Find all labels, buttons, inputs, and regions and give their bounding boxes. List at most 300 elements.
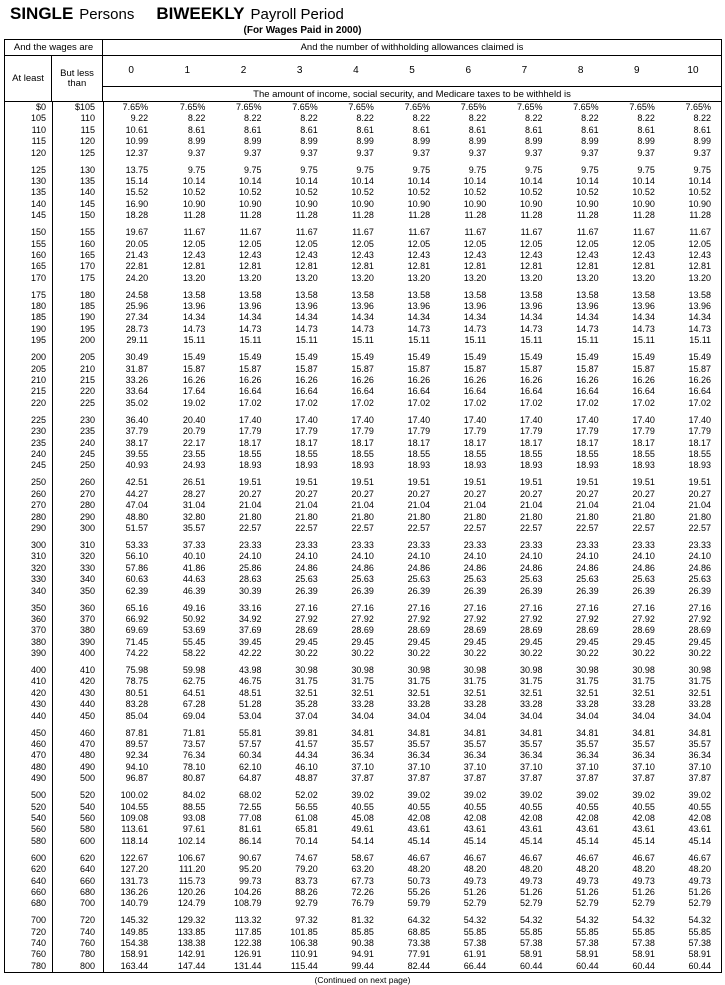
cell-withheld-6: 36.34	[463, 750, 487, 761]
cell-withheld-7: 55.85	[519, 926, 543, 937]
table-row	[5, 739, 721, 750]
cell-withheld-3: 10.14	[295, 175, 318, 186]
cell-withheld-7: 33.28	[519, 699, 543, 710]
cell-withheld-0: 35.02	[125, 397, 149, 408]
cell-withheld-6: 34.81	[463, 727, 487, 738]
cell-withheld-10: 13.20	[688, 272, 712, 283]
cell-withheld-6: 15.11	[464, 335, 487, 346]
allowance-columns-header	[103, 56, 722, 87]
header-but-less-than	[52, 56, 103, 102]
title-single: SINGLE	[10, 4, 74, 23]
cell-but-less-than: 680	[79, 886, 95, 897]
cell-withheld-2: 113.32	[234, 915, 262, 926]
cell-withheld-7: 34.81	[519, 727, 543, 738]
cell-withheld-0: 87.81	[125, 727, 149, 738]
allowance-column-8: 8	[577, 65, 584, 76]
cell-withheld-7: 58.91	[519, 949, 543, 960]
cell-withheld-5: 21.04	[407, 500, 431, 511]
cell-withheld-0: 62.39	[125, 585, 149, 596]
cell-withheld-0: 80.51	[125, 687, 149, 698]
cell-withheld-1: 8.99	[187, 136, 206, 147]
allowance-number-row	[103, 56, 721, 86]
cell-withheld-4: 21.80	[351, 511, 374, 522]
cell-at-least: 245	[30, 460, 46, 471]
cell-withheld-4: 15.49	[351, 352, 374, 363]
cell-withheld-8: 40.55	[576, 801, 599, 812]
cell-withheld-4: 85.85	[351, 926, 374, 937]
cell-withheld-9: 46.67	[632, 852, 655, 863]
cell-withheld-6: 20.27	[463, 488, 487, 499]
cell-withheld-9: 12.81	[632, 261, 655, 272]
cell-but-less-than: 290	[79, 511, 95, 522]
cell-withheld-2: 90.67	[239, 852, 262, 863]
cell-at-least: $0	[35, 102, 46, 112]
table-row	[5, 898, 721, 915]
cell-withheld-8: 54.32	[576, 915, 599, 926]
cell-withheld-4: 11.28	[352, 210, 374, 221]
cell-withheld-9: 58.91	[632, 949, 655, 960]
cell-at-least: 360	[30, 613, 46, 624]
cell-withheld-10: 10.90	[688, 198, 712, 209]
cell-withheld-5: 42.08	[407, 812, 431, 823]
page-subtitle: (For Wages Paid in 2000)	[243, 25, 362, 36]
cell-withheld-6: 29.45	[463, 636, 487, 647]
cell-withheld-3: 11.28	[295, 210, 318, 221]
cell-withheld-3: 56.55	[295, 801, 318, 812]
cell-withheld-8: 31.75	[576, 676, 599, 687]
cell-withheld-5: 59.79	[407, 898, 431, 909]
cell-but-less-than: 235	[79, 426, 95, 437]
cell-withheld-4: 63.20	[351, 864, 374, 875]
cell-but-less-than: 780	[79, 949, 95, 960]
cell-withheld-4: 12.43	[351, 249, 374, 260]
cell-withheld-6: 28.69	[463, 625, 487, 636]
cell-but-less-than: 145	[79, 198, 95, 209]
cell-withheld-2: 42.22	[239, 648, 262, 659]
allowance-column-3: 3	[296, 65, 303, 76]
cell-withheld-5: 30.22	[407, 648, 431, 659]
table-row	[5, 773, 721, 790]
cell-withheld-5: 15.87	[407, 363, 431, 374]
cell-withheld-6: 14.73	[463, 323, 487, 334]
cell-withheld-4: 15.87	[351, 363, 374, 374]
cell-but-less-than: 390	[79, 636, 95, 647]
cell-withheld-3: 18.93	[295, 460, 318, 471]
cell-withheld-3: 11.67	[295, 227, 318, 238]
cell-withheld-5: 8.22	[412, 113, 431, 124]
cell-but-less-than: 420	[79, 676, 95, 687]
cell-withheld-9: 18.93	[632, 460, 655, 471]
cell-withheld-0: 38.17	[125, 437, 149, 448]
table-header-row-2	[5, 56, 722, 87]
cell-withheld-5: 20.27	[407, 488, 431, 499]
cell-at-least: 205	[30, 363, 46, 374]
cell-withheld-8: 42.08	[576, 812, 599, 823]
cell-withheld-6: 10.90	[463, 198, 487, 209]
cell-withheld-0: 74.22	[125, 648, 149, 659]
cell-withheld-7: 35.57	[519, 739, 543, 750]
cell-withheld-7: 8.99	[524, 136, 543, 147]
cell-withheld-9: 9.75	[637, 164, 655, 175]
cell-withheld-4: 29.45	[351, 636, 374, 647]
cell-withheld-7: 16.26	[519, 375, 543, 386]
cell-withheld-7: 20.27	[519, 488, 543, 499]
cell-but-less-than: 225	[79, 397, 95, 408]
cell-withheld-2: 10.90	[239, 198, 262, 209]
cell-withheld-10: 43.61	[688, 824, 712, 835]
cell-withheld-4: 17.40	[351, 414, 374, 425]
cell-withheld-10: 17.79	[688, 426, 712, 437]
cell-withheld-4: 49.61	[351, 824, 374, 835]
cell-withheld-10: 23.33	[688, 539, 712, 550]
cell-withheld-10: 20.27	[688, 488, 712, 499]
cell-withheld-7: 8.61	[524, 124, 543, 135]
cell-withheld-10: 21.04	[688, 500, 712, 511]
cell-withheld-6: 37.87	[463, 773, 487, 784]
cell-withheld-0: 30.49	[125, 352, 149, 363]
cell-withheld-10: 25.63	[688, 574, 712, 585]
cell-withheld-6: 7.65%	[460, 102, 487, 112]
cell-withheld-3: 9.75	[300, 164, 318, 175]
cell-withheld-0: 29.11	[126, 335, 149, 346]
cell-at-least: 500	[30, 790, 46, 801]
cell-withheld-4: 36.34	[351, 750, 374, 761]
cell-withheld-10: 12.81	[688, 261, 712, 272]
cell-withheld-1: 84.02	[182, 790, 206, 801]
table-row	[5, 102, 721, 113]
cell-withheld-10: 39.02	[688, 790, 712, 801]
cell-withheld-2: 18.93	[239, 460, 262, 471]
cell-withheld-7: 13.96	[519, 301, 543, 312]
cell-withheld-8: 22.57	[576, 522, 599, 533]
cell-withheld-10: 16.26	[688, 375, 712, 386]
cell-at-least: 310	[30, 551, 46, 562]
cell-withheld-2: 11.28	[239, 210, 262, 221]
cell-withheld-7: 18.55	[519, 448, 543, 459]
cell-withheld-8: 20.27	[576, 488, 599, 499]
cell-withheld-7: 13.20	[519, 272, 543, 283]
cell-but-less-than: 210	[79, 363, 95, 374]
cell-withheld-8: 55.85	[576, 926, 599, 937]
cell-withheld-10: 9.75	[693, 164, 712, 175]
cell-withheld-1: 12.05	[182, 238, 206, 249]
cell-withheld-2: 18.17	[239, 437, 262, 448]
cell-but-less-than: 185	[79, 301, 95, 312]
cell-withheld-3: 14.73	[295, 323, 318, 334]
cell-withheld-1: 59.98	[182, 665, 206, 676]
cell-withheld-7: 11.67	[520, 227, 543, 238]
cell-withheld-7: 27.16	[519, 602, 543, 613]
cell-withheld-1: 26.51	[182, 477, 206, 488]
cell-withheld-9: 7.65%	[629, 102, 655, 112]
cell-withheld-6: 37.10	[463, 761, 487, 772]
cell-withheld-3: 65.81	[295, 824, 318, 835]
cell-withheld-2: 17.02	[239, 397, 262, 408]
table-row	[5, 887, 721, 898]
cell-withheld-1: 12.43	[182, 249, 206, 260]
cell-withheld-8: 51.26	[576, 886, 599, 897]
cell-withheld-8: 36.34	[576, 750, 599, 761]
cell-at-least: 175	[30, 289, 46, 300]
cell-at-least: 560	[30, 824, 46, 835]
cell-withheld-6: 30.22	[463, 648, 487, 659]
cell-withheld-0: 7.65%	[122, 102, 149, 112]
cell-withheld-10: 13.58	[688, 289, 712, 300]
cell-withheld-9: 18.55	[632, 448, 655, 459]
cell-at-least: 290	[30, 522, 46, 533]
cell-withheld-1: 9.75	[187, 164, 206, 175]
cell-withheld-0: 53.33	[125, 539, 149, 550]
cell-withheld-7: 14.73	[519, 323, 543, 334]
cell-withheld-1: 40.10	[182, 551, 206, 562]
cell-withheld-9: 23.33	[632, 539, 655, 550]
cell-withheld-5: 26.39	[407, 585, 431, 596]
cell-withheld-6: 11.67	[464, 227, 487, 238]
cell-withheld-4: 76.79	[351, 898, 374, 909]
table-row	[5, 426, 721, 437]
cell-withheld-5: 35.57	[407, 739, 431, 750]
cell-withheld-1: 67.28	[182, 699, 206, 710]
table-row	[5, 750, 721, 761]
cell-withheld-8: 12.05	[576, 238, 599, 249]
continued-note: (Continued on next page)	[314, 975, 411, 985]
cell-withheld-6: 13.20	[463, 272, 487, 283]
table-row	[5, 398, 721, 415]
cell-withheld-6: 33.28	[463, 699, 487, 710]
cell-withheld-5: 18.55	[407, 448, 431, 459]
cell-withheld-3: 18.17	[295, 437, 318, 448]
cell-withheld-0: 24.20	[125, 272, 149, 283]
cell-at-least: 580	[30, 835, 46, 846]
cell-withheld-3: 17.02	[295, 397, 318, 408]
cell-withheld-9: 11.67	[633, 227, 655, 238]
cell-withheld-8: 58.91	[576, 949, 599, 960]
cell-withheld-2: 7.65%	[236, 102, 262, 112]
cell-at-least: 680	[30, 898, 46, 909]
cell-withheld-1: 10.52	[182, 187, 206, 198]
cell-withheld-1: 28.27	[182, 488, 206, 499]
cell-withheld-3: 17.79	[295, 426, 318, 437]
cell-withheld-5: 24.10	[407, 551, 431, 562]
cell-but-less-than: 320	[79, 551, 95, 562]
cell-withheld-0: 16.90	[125, 198, 149, 209]
cell-withheld-6: 57.38	[463, 938, 487, 949]
cell-withheld-3: 27.16	[295, 602, 318, 613]
cell-withheld-1: 58.22	[182, 648, 206, 659]
cell-withheld-7: 31.75	[519, 676, 543, 687]
cell-withheld-5: 21.80	[407, 511, 431, 522]
cell-withheld-8: 46.67	[576, 852, 599, 863]
cell-withheld-10: 45.14	[688, 835, 712, 846]
table-row	[5, 449, 721, 460]
cell-withheld-7: 17.40	[519, 414, 543, 425]
cell-withheld-9: 34.04	[632, 710, 655, 721]
cell-withheld-5: 17.40	[407, 414, 431, 425]
cell-withheld-4: 18.17	[351, 437, 374, 448]
cell-but-less-than: 120	[79, 136, 95, 147]
cell-withheld-10: 27.16	[688, 602, 712, 613]
cell-withheld-1: 106.67	[177, 852, 206, 863]
table-row	[5, 540, 721, 551]
table-row	[5, 949, 721, 960]
title-payroll-period: Payroll Period	[250, 6, 344, 23]
cell-withheld-2: 51.28	[239, 699, 262, 710]
cell-withheld-3: 31.75	[295, 676, 318, 687]
cell-at-least: 220	[30, 397, 46, 408]
cell-at-least: 250	[30, 477, 46, 488]
cell-withheld-4: 16.64	[351, 386, 374, 397]
cell-withheld-1: 14.73	[182, 323, 206, 334]
cell-but-less-than: 245	[79, 448, 95, 459]
cell-withheld-7: 15.87	[519, 363, 543, 374]
cell-withheld-9: 27.16	[632, 602, 655, 613]
cell-but-less-than: 170	[79, 261, 95, 272]
cell-withheld-1: 16.26	[182, 375, 206, 386]
cell-withheld-4: 54.14	[351, 835, 374, 846]
cell-but-less-than: 140	[79, 187, 95, 198]
title-biweekly: BIWEEKLY	[156, 4, 245, 23]
cell-withheld-10: 54.32	[688, 915, 712, 926]
cell-withheld-9: 30.22	[632, 648, 655, 659]
cell-withheld-6: 12.05	[463, 238, 487, 249]
table-row	[5, 648, 721, 665]
cell-withheld-5: 37.10	[407, 761, 431, 772]
cell-withheld-6: 18.55	[463, 448, 487, 459]
cell-withheld-2: 12.81	[239, 261, 262, 272]
cell-withheld-7: 49.73	[519, 875, 543, 886]
cell-withheld-0: 47.04	[125, 500, 149, 511]
cell-withheld-0: 109.08	[120, 812, 149, 823]
cell-withheld-9: 18.17	[632, 437, 655, 448]
cell-withheld-10: 13.96	[688, 301, 712, 312]
cell-withheld-9: 19.51	[632, 477, 655, 488]
table-row	[5, 477, 721, 488]
cell-withheld-7: 18.17	[519, 437, 543, 448]
allowance-column-6: 6	[465, 65, 472, 76]
cell-at-least: 280	[30, 511, 46, 522]
cell-withheld-2: 81.61	[239, 824, 262, 835]
cell-withheld-4: 10.52	[351, 187, 374, 198]
cell-withheld-6: 11.28	[464, 210, 487, 221]
cell-withheld-8: 10.14	[576, 175, 599, 186]
cell-withheld-8: 48.20	[576, 864, 599, 875]
cell-withheld-3: 44.34	[295, 750, 318, 761]
cell-withheld-1: 20.79	[182, 426, 206, 437]
cell-withheld-0: 92.34	[125, 750, 149, 761]
table-row	[5, 250, 721, 261]
cell-withheld-3: 30.98	[295, 665, 318, 676]
cell-withheld-5: 33.28	[407, 699, 431, 710]
cell-withheld-2: 86.14	[239, 835, 262, 846]
cell-at-least: 110	[31, 124, 46, 135]
cell-at-least: 400	[30, 665, 46, 676]
cell-withheld-1: 53.69	[182, 625, 206, 636]
cell-withheld-7: 57.38	[519, 938, 543, 949]
cell-withheld-9: 49.73	[632, 875, 655, 886]
cell-withheld-4: 12.05	[351, 238, 374, 249]
cell-withheld-3: 10.52	[295, 187, 318, 198]
cell-withheld-3: 24.86	[295, 562, 318, 573]
cell-withheld-0: 85.04	[125, 710, 149, 721]
cell-withheld-5: 15.49	[407, 352, 431, 363]
cell-at-least: 260	[30, 488, 46, 499]
cell-withheld-4: 26.39	[351, 585, 374, 596]
cell-withheld-7: 40.55	[519, 801, 543, 812]
cell-withheld-4: 10.90	[351, 198, 374, 209]
cell-at-least: 195	[30, 335, 46, 346]
cell-withheld-5: 7.65%	[404, 102, 431, 112]
table-row	[5, 460, 721, 477]
cell-withheld-0: 118.14	[121, 835, 149, 846]
cell-withheld-5: 25.63	[407, 574, 431, 585]
cell-withheld-1: 71.81	[182, 727, 206, 738]
cell-at-least: 130	[30, 175, 46, 186]
cell-at-least: 470	[30, 750, 46, 761]
cell-withheld-1: 49.16	[182, 602, 206, 613]
cell-withheld-0: 100.02	[120, 790, 149, 801]
cell-withheld-8: 21.80	[576, 511, 599, 522]
cell-but-less-than: 740	[79, 926, 95, 937]
cell-withheld-10: 15.87	[688, 363, 712, 374]
cell-withheld-7: 10.52	[519, 187, 543, 198]
cell-withheld-2: 9.75	[244, 164, 262, 175]
cell-withheld-1: 22.17	[182, 437, 206, 448]
cell-withheld-6: 48.20	[463, 864, 487, 875]
cell-but-less-than: 800	[79, 960, 95, 971]
cell-withheld-6: 61.91	[463, 949, 487, 960]
cell-withheld-7: 11.28	[520, 210, 543, 221]
cell-withheld-3: 83.73	[295, 875, 318, 886]
cell-withheld-5: 30.98	[407, 665, 431, 676]
cell-withheld-10: 21.80	[688, 511, 712, 522]
cell-withheld-2: 11.67	[239, 227, 262, 238]
cell-withheld-2: 16.26	[239, 375, 262, 386]
table-row	[5, 790, 721, 801]
cell-withheld-6: 15.49	[463, 352, 487, 363]
cell-withheld-6: 15.87	[463, 363, 487, 374]
cell-withheld-10: 52.79	[688, 898, 712, 909]
cell-withheld-3: 7.65%	[292, 102, 318, 112]
table-row	[5, 711, 721, 728]
cell-withheld-3: 16.64	[295, 386, 318, 397]
cell-withheld-3: 106.38	[290, 938, 318, 949]
cell-withheld-0: 37.79	[125, 426, 149, 437]
cell-withheld-2: 21.04	[239, 500, 262, 511]
cell-withheld-9: 21.04	[632, 500, 655, 511]
cell-withheld-6: 9.37	[468, 147, 487, 158]
table-row	[5, 273, 721, 290]
cell-but-less-than: 350	[79, 585, 95, 596]
cell-withheld-1: 20.40	[182, 414, 206, 425]
cell-withheld-0: 10.99	[125, 136, 149, 147]
cell-withheld-10: 7.65%	[685, 102, 712, 112]
cell-withheld-9: 43.61	[632, 824, 655, 835]
cell-withheld-10: 31.75	[688, 676, 712, 687]
cell-withheld-3: 28.69	[295, 625, 318, 636]
cell-withheld-8: 37.10	[576, 761, 599, 772]
cell-withheld-1: 13.96	[182, 301, 206, 312]
cell-withheld-2: 37.69	[239, 625, 262, 636]
cell-withheld-3: 97.32	[295, 915, 318, 926]
cell-withheld-6: 12.81	[463, 261, 487, 272]
cell-but-less-than: 410	[79, 665, 95, 676]
table-body-row	[5, 102, 722, 973]
cell-withheld-0: 136.26	[120, 886, 149, 897]
cell-withheld-5: 17.02	[407, 397, 431, 408]
cell-withheld-10: 34.04	[688, 710, 712, 721]
cell-withheld-2: 95.20	[239, 864, 262, 875]
cell-but-less-than: 340	[79, 574, 95, 585]
